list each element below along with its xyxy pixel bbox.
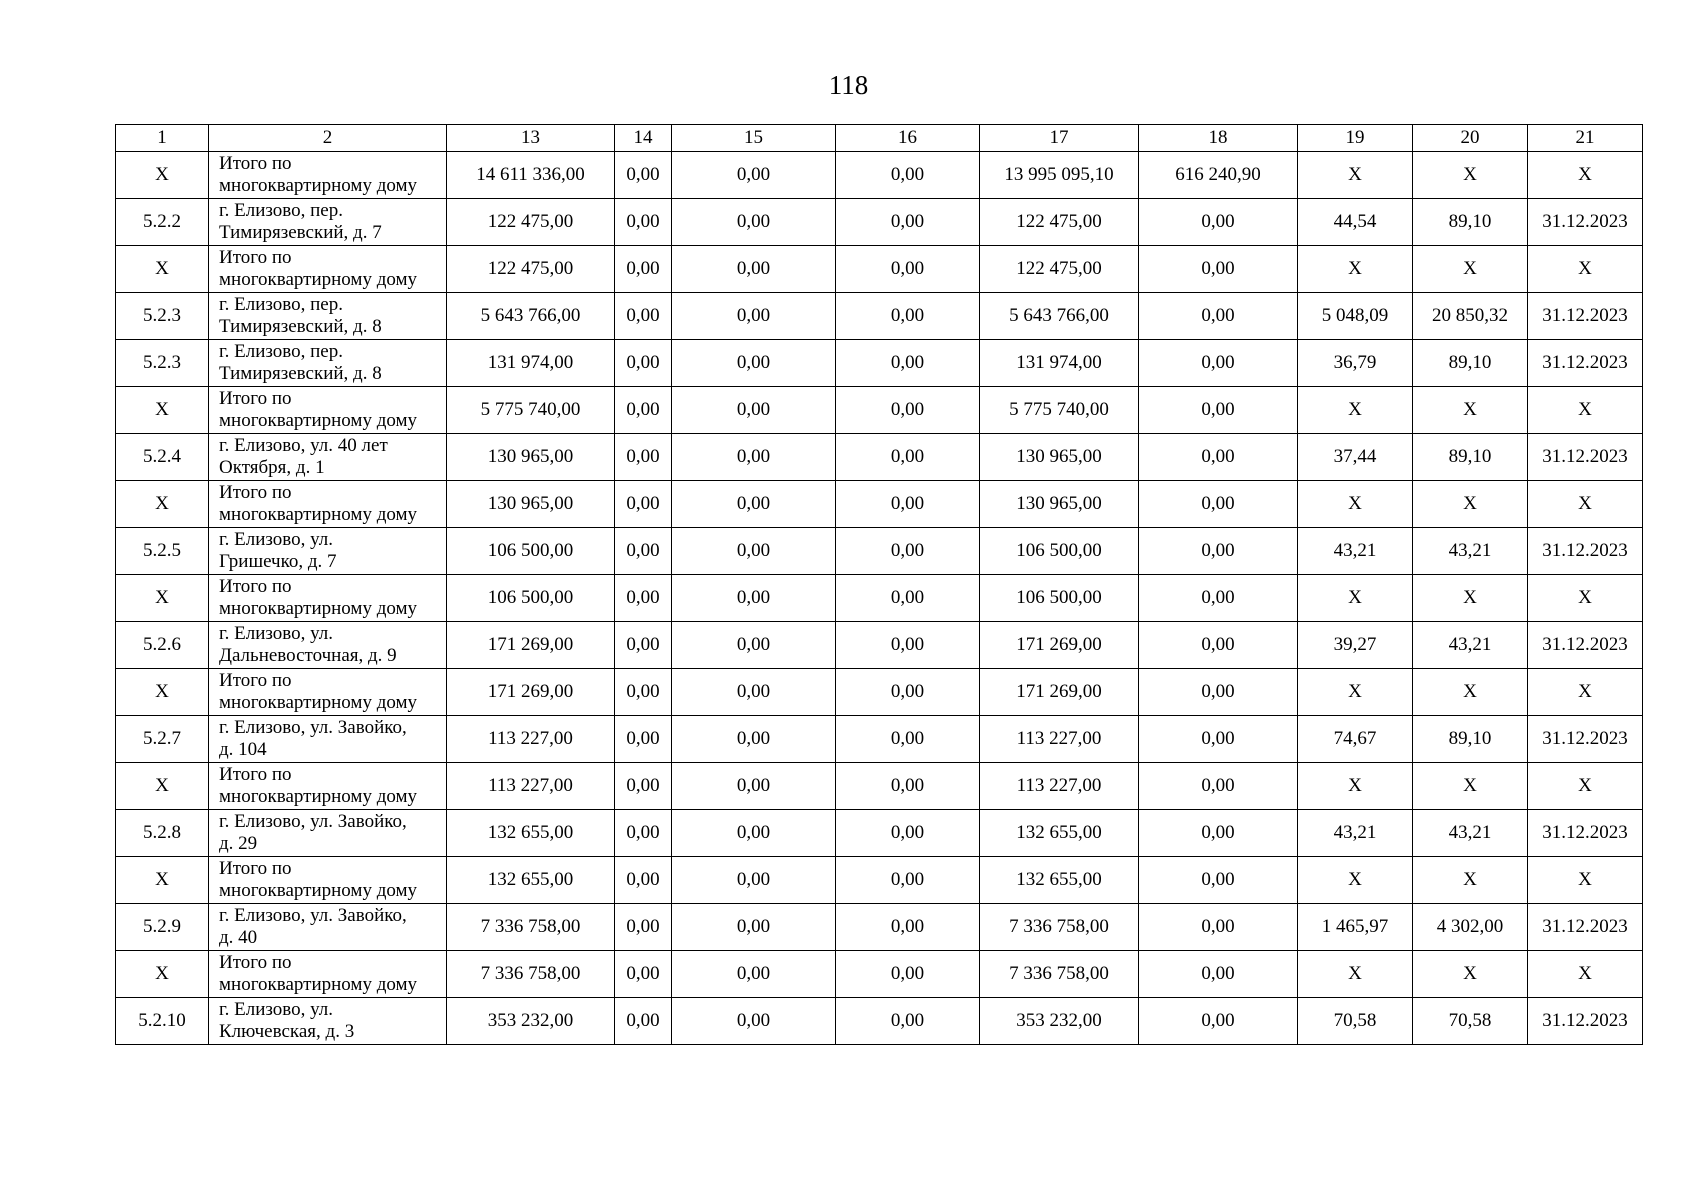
cell-number: 5.2.3 <box>116 293 209 340</box>
address-line: Итого по <box>219 858 292 879</box>
cell-col-18: 0,00 <box>1139 998 1298 1045</box>
table-row <box>116 340 1643 387</box>
cell-col-18: 0,00 <box>1139 481 1298 528</box>
address-line: г. Елизово, ул. <box>219 999 334 1020</box>
table-row <box>116 246 1643 293</box>
header-cell-col-19: 19 <box>1298 125 1413 152</box>
cell-col-14: 0,00 <box>615 481 672 528</box>
header-cell-col-17: 17 <box>980 125 1139 152</box>
cell-col-21: X <box>1528 575 1643 622</box>
address-line: Итого по <box>219 482 292 503</box>
cell-col-16: 0,00 <box>836 575 980 622</box>
cell-col-14: 0,00 <box>615 152 672 199</box>
cell-col-18: 0,00 <box>1139 293 1298 340</box>
header-cell-col-14: 14 <box>615 125 672 152</box>
table-row <box>116 622 1643 669</box>
table-row <box>116 481 1643 528</box>
cell-col-21: X <box>1528 951 1643 998</box>
table-row <box>116 810 1643 857</box>
cell-col-20: X <box>1413 669 1528 716</box>
cell-col-15: 0,00 <box>672 904 836 951</box>
cell-col-16: 0,00 <box>836 481 980 528</box>
cell-number: 5.2.7 <box>116 716 209 763</box>
cell-col-17: 5 775 740,00 <box>980 387 1139 434</box>
cell-col-13: 5 775 740,00 <box>447 387 615 434</box>
data-table <box>115 124 1643 1045</box>
cell-col-14: 0,00 <box>615 669 672 716</box>
address-line: Дальневосточная, д. 9 <box>219 645 397 666</box>
cell-col-14: 0,00 <box>615 998 672 1045</box>
cell-number: 5.2.2 <box>116 199 209 246</box>
cell-col-15: 0,00 <box>672 528 836 575</box>
cell-col-19: X <box>1298 669 1413 716</box>
cell-col-14: 0,00 <box>615 622 672 669</box>
cell-col-14: 0,00 <box>615 810 672 857</box>
cell-col-20: X <box>1413 763 1528 810</box>
cell-col-16: 0,00 <box>836 998 980 1045</box>
address-line: г. Елизово, ул. Завойко, <box>219 905 407 926</box>
cell-col-19: 43,21 <box>1298 810 1413 857</box>
cell-col-15: 0,00 <box>672 575 836 622</box>
cell-col-17: 113 227,00 <box>980 763 1139 810</box>
address-line: д. 104 <box>219 739 267 760</box>
cell-col-20: 70,58 <box>1413 998 1528 1045</box>
cell-number: X <box>116 152 209 199</box>
address-line: Итого по <box>219 153 292 174</box>
cell-col-14: 0,00 <box>615 293 672 340</box>
address-line: д. 29 <box>219 833 258 854</box>
cell-col-17: 106 500,00 <box>980 528 1139 575</box>
cell-col-21: X <box>1528 152 1643 199</box>
address-line: многоквартирному дому <box>219 269 418 290</box>
address-line: Тимирязевский, д. 8 <box>219 363 382 384</box>
cell-col-15: 0,00 <box>672 998 836 1045</box>
cell-col-21: 31.12.2023 <box>1528 434 1643 481</box>
cell-number: X <box>116 575 209 622</box>
cell-col-16: 0,00 <box>836 199 980 246</box>
cell-col-15: 0,00 <box>672 481 836 528</box>
cell-col-18: 0,00 <box>1139 575 1298 622</box>
cell-col-19: 43,21 <box>1298 528 1413 575</box>
cell-col-14: 0,00 <box>615 199 672 246</box>
address-line: г. Елизово, пер. <box>219 341 343 362</box>
cell-col-16: 0,00 <box>836 622 980 669</box>
cell-number: X <box>116 481 209 528</box>
cell-col-15: 0,00 <box>672 434 836 481</box>
cell-col-17: 7 336 758,00 <box>980 904 1139 951</box>
table-row <box>116 998 1643 1045</box>
cell-col-13: 130 965,00 <box>447 434 615 481</box>
cell-number: 5.2.9 <box>116 904 209 951</box>
cell-col-16: 0,00 <box>836 246 980 293</box>
cell-address <box>209 763 447 810</box>
cell-col-20: 20 850,32 <box>1413 293 1528 340</box>
cell-col-17: 5 643 766,00 <box>980 293 1139 340</box>
cell-col-20: 89,10 <box>1413 716 1528 763</box>
cell-col-21: 31.12.2023 <box>1528 199 1643 246</box>
cell-col-21: X <box>1528 669 1643 716</box>
table-row <box>116 763 1643 810</box>
cell-number: 5.2.5 <box>116 528 209 575</box>
cell-address <box>209 199 447 246</box>
cell-address <box>209 951 447 998</box>
cell-col-18: 0,00 <box>1139 763 1298 810</box>
cell-col-14: 0,00 <box>615 575 672 622</box>
cell-address <box>209 857 447 904</box>
cell-col-20: 89,10 <box>1413 434 1528 481</box>
cell-col-19: X <box>1298 246 1413 293</box>
cell-col-20: 43,21 <box>1413 622 1528 669</box>
cell-number: X <box>116 857 209 904</box>
cell-number: X <box>116 669 209 716</box>
table-row <box>116 575 1643 622</box>
cell-col-15: 0,00 <box>672 340 836 387</box>
cell-number: X <box>116 763 209 810</box>
cell-col-20: X <box>1413 951 1528 998</box>
cell-col-19: X <box>1298 387 1413 434</box>
table-row <box>116 434 1643 481</box>
cell-col-19: X <box>1298 951 1413 998</box>
address-line: многоквартирному дому <box>219 410 418 431</box>
cell-col-16: 0,00 <box>836 152 980 199</box>
table-row <box>116 857 1643 904</box>
cell-col-18: 0,00 <box>1139 904 1298 951</box>
cell-col-18: 0,00 <box>1139 340 1298 387</box>
cell-col-16: 0,00 <box>836 857 980 904</box>
cell-col-19: X <box>1298 481 1413 528</box>
cell-col-17: 132 655,00 <box>980 857 1139 904</box>
table-row <box>116 669 1643 716</box>
address-line: многоквартирному дому <box>219 175 418 196</box>
page-number: 118 <box>828 70 869 100</box>
cell-address <box>209 528 447 575</box>
cell-col-13: 113 227,00 <box>447 716 615 763</box>
address-line: многоквартирному дому <box>219 692 418 713</box>
cell-col-18: 0,00 <box>1139 387 1298 434</box>
cell-col-20: 4 302,00 <box>1413 904 1528 951</box>
cell-col-19: 39,27 <box>1298 622 1413 669</box>
table-row <box>116 387 1643 434</box>
cell-col-14: 0,00 <box>615 340 672 387</box>
cell-col-17: 122 475,00 <box>980 246 1139 293</box>
cell-address <box>209 152 447 199</box>
cell-col-16: 0,00 <box>836 293 980 340</box>
table-body <box>116 152 1643 1045</box>
table-row <box>116 152 1643 199</box>
address-line: Итого по <box>219 764 292 785</box>
cell-col-20: 89,10 <box>1413 199 1528 246</box>
cell-address <box>209 434 447 481</box>
cell-col-19: 5 048,09 <box>1298 293 1413 340</box>
cell-col-14: 0,00 <box>615 528 672 575</box>
cell-col-17: 131 974,00 <box>980 340 1139 387</box>
cell-col-19: 74,67 <box>1298 716 1413 763</box>
cell-col-15: 0,00 <box>672 622 836 669</box>
cell-col-13: 7 336 758,00 <box>447 951 615 998</box>
cell-col-14: 0,00 <box>615 716 672 763</box>
cell-address <box>209 481 447 528</box>
cell-col-15: 0,00 <box>672 246 836 293</box>
header-cell-col-1: 1 <box>116 125 209 152</box>
cell-col-17: 13 995 095,10 <box>980 152 1139 199</box>
cell-col-18: 0,00 <box>1139 857 1298 904</box>
header-cell-col-21: 21 <box>1528 125 1643 152</box>
address-line: г. Елизово, ул. 40 лет <box>219 435 388 456</box>
cell-col-20: X <box>1413 387 1528 434</box>
address-line: Итого по <box>219 670 292 691</box>
cell-col-16: 0,00 <box>836 340 980 387</box>
cell-col-18: 0,00 <box>1139 528 1298 575</box>
address-line: многоквартирному дому <box>219 786 418 807</box>
cell-col-21: 31.12.2023 <box>1528 293 1643 340</box>
cell-col-18: 0,00 <box>1139 434 1298 481</box>
cell-col-15: 0,00 <box>672 669 836 716</box>
cell-col-16: 0,00 <box>836 904 980 951</box>
address-line: Итого по <box>219 247 292 268</box>
address-line: Итого по <box>219 576 292 597</box>
cell-col-18: 616 240,90 <box>1139 152 1298 199</box>
cell-col-13: 131 974,00 <box>447 340 615 387</box>
cell-col-18: 0,00 <box>1139 810 1298 857</box>
address-line: Октября, д. 1 <box>219 457 325 478</box>
cell-col-20: X <box>1413 857 1528 904</box>
address-line: многоквартирному дому <box>219 504 418 525</box>
cell-col-15: 0,00 <box>672 763 836 810</box>
address-line: д. 40 <box>219 927 258 948</box>
cell-address <box>209 340 447 387</box>
cell-col-18: 0,00 <box>1139 951 1298 998</box>
table-row <box>116 528 1643 575</box>
cell-col-18: 0,00 <box>1139 622 1298 669</box>
cell-col-19: X <box>1298 152 1413 199</box>
address-line: Итого по <box>219 388 292 409</box>
cell-col-21: 31.12.2023 <box>1528 998 1643 1045</box>
cell-number: 5.2.10 <box>116 998 209 1045</box>
cell-col-13: 132 655,00 <box>447 857 615 904</box>
cell-col-19: X <box>1298 575 1413 622</box>
cell-number: 5.2.3 <box>116 340 209 387</box>
cell-address <box>209 716 447 763</box>
cell-number: X <box>116 246 209 293</box>
cell-number: 5.2.4 <box>116 434 209 481</box>
cell-col-13: 122 475,00 <box>447 246 615 293</box>
cell-col-17: 171 269,00 <box>980 669 1139 716</box>
header-cell-col-13: 13 <box>447 125 615 152</box>
address-line: Тимирязевский, д. 7 <box>219 222 382 243</box>
cell-col-17: 130 965,00 <box>980 481 1139 528</box>
cell-col-15: 0,00 <box>672 293 836 340</box>
address-line: Ключевская, д. 3 <box>219 1021 355 1042</box>
cell-col-19: 70,58 <box>1298 998 1413 1045</box>
cell-col-19: 36,79 <box>1298 340 1413 387</box>
address-line: г. Елизово, ул. Завойко, <box>219 811 407 832</box>
cell-col-15: 0,00 <box>672 810 836 857</box>
cell-col-14: 0,00 <box>615 246 672 293</box>
cell-col-18: 0,00 <box>1139 199 1298 246</box>
cell-col-15: 0,00 <box>672 152 836 199</box>
cell-number: X <box>116 387 209 434</box>
cell-address <box>209 669 447 716</box>
cell-col-21: X <box>1528 246 1643 293</box>
cell-col-19: 37,44 <box>1298 434 1413 481</box>
cell-col-20: X <box>1413 481 1528 528</box>
address-line: Гришечко, д. 7 <box>219 551 337 572</box>
cell-col-14: 0,00 <box>615 387 672 434</box>
cell-col-17: 353 232,00 <box>980 998 1139 1045</box>
cell-address <box>209 575 447 622</box>
cell-col-15: 0,00 <box>672 857 836 904</box>
cell-col-13: 130 965,00 <box>447 481 615 528</box>
cell-col-14: 0,00 <box>615 763 672 810</box>
table-header <box>116 125 1643 152</box>
cell-col-15: 0,00 <box>672 951 836 998</box>
cell-col-20: 43,21 <box>1413 528 1528 575</box>
header-cell-col-18: 18 <box>1139 125 1298 152</box>
cell-col-21: 31.12.2023 <box>1528 810 1643 857</box>
cell-col-13: 14 611 336,00 <box>447 152 615 199</box>
table-row <box>116 199 1643 246</box>
cell-col-16: 0,00 <box>836 528 980 575</box>
cell-col-15: 0,00 <box>672 716 836 763</box>
cell-col-17: 106 500,00 <box>980 575 1139 622</box>
cell-col-13: 353 232,00 <box>447 998 615 1045</box>
cell-col-21: X <box>1528 763 1643 810</box>
cell-address <box>209 622 447 669</box>
address-line: г. Елизово, ул. <box>219 529 334 550</box>
address-line: Тимирязевский, д. 8 <box>219 316 382 337</box>
cell-col-17: 132 655,00 <box>980 810 1139 857</box>
cell-col-13: 106 500,00 <box>447 575 615 622</box>
cell-col-21: 31.12.2023 <box>1528 528 1643 575</box>
cell-col-21: 31.12.2023 <box>1528 904 1643 951</box>
address-line: Итого по <box>219 952 292 973</box>
cell-col-13: 171 269,00 <box>447 669 615 716</box>
header-row <box>116 125 1643 152</box>
header-cell-col-20: 20 <box>1413 125 1528 152</box>
cell-address <box>209 387 447 434</box>
cell-col-18: 0,00 <box>1139 246 1298 293</box>
cell-col-16: 0,00 <box>836 434 980 481</box>
cell-col-19: 1 465,97 <box>1298 904 1413 951</box>
cell-address <box>209 293 447 340</box>
cell-col-20: 43,21 <box>1413 810 1528 857</box>
cell-address <box>209 810 447 857</box>
cell-col-15: 0,00 <box>672 387 836 434</box>
cell-col-20: X <box>1413 246 1528 293</box>
cell-col-13: 122 475,00 <box>447 199 615 246</box>
address-line: г. Елизово, ул. Завойко, <box>219 717 407 738</box>
cell-col-17: 130 965,00 <box>980 434 1139 481</box>
cell-col-13: 5 643 766,00 <box>447 293 615 340</box>
cell-col-16: 0,00 <box>836 669 980 716</box>
table-row <box>116 716 1643 763</box>
header-cell-col-16: 16 <box>836 125 980 152</box>
header-cell-col-2: 2 <box>209 125 447 152</box>
cell-number: X <box>116 951 209 998</box>
header-cell-col-15: 15 <box>672 125 836 152</box>
address-line: г. Елизово, ул. <box>219 623 334 644</box>
address-line: г. Елизово, пер. <box>219 294 343 315</box>
table-row <box>116 951 1643 998</box>
cell-col-17: 7 336 758,00 <box>980 951 1139 998</box>
cell-col-13: 132 655,00 <box>447 810 615 857</box>
cell-col-17: 171 269,00 <box>980 622 1139 669</box>
cell-col-16: 0,00 <box>836 763 980 810</box>
cell-col-16: 0,00 <box>836 387 980 434</box>
table-row <box>116 293 1643 340</box>
cell-col-21: 31.12.2023 <box>1528 622 1643 669</box>
address-line: г. Елизово, пер. <box>219 200 343 221</box>
cell-col-13: 7 336 758,00 <box>447 904 615 951</box>
cell-col-14: 0,00 <box>615 434 672 481</box>
cell-col-21: X <box>1528 481 1643 528</box>
cell-address <box>209 998 447 1045</box>
cell-address <box>209 904 447 951</box>
cell-number: 5.2.6 <box>116 622 209 669</box>
cell-col-19: 44,54 <box>1298 199 1413 246</box>
cell-col-21: X <box>1528 387 1643 434</box>
address-line: многоквартирному дому <box>219 880 418 901</box>
cell-col-14: 0,00 <box>615 857 672 904</box>
cell-col-17: 122 475,00 <box>980 199 1139 246</box>
cell-number: 5.2.8 <box>116 810 209 857</box>
cell-col-13: 106 500,00 <box>447 528 615 575</box>
cell-col-14: 0,00 <box>615 904 672 951</box>
cell-col-21: 31.12.2023 <box>1528 340 1643 387</box>
address-line: многоквартирному дому <box>219 598 418 619</box>
cell-col-13: 171 269,00 <box>447 622 615 669</box>
cell-col-16: 0,00 <box>836 951 980 998</box>
cell-col-16: 0,00 <box>836 810 980 857</box>
cell-col-20: X <box>1413 575 1528 622</box>
cell-col-18: 0,00 <box>1139 716 1298 763</box>
table-row <box>116 904 1643 951</box>
cell-col-19: X <box>1298 857 1413 904</box>
cell-col-15: 0,00 <box>672 199 836 246</box>
cell-col-21: 31.12.2023 <box>1528 716 1643 763</box>
cell-col-21: X <box>1528 857 1643 904</box>
cell-col-20: X <box>1413 152 1528 199</box>
cell-address <box>209 246 447 293</box>
cell-col-16: 0,00 <box>836 716 980 763</box>
cell-col-17: 113 227,00 <box>980 716 1139 763</box>
cell-col-19: X <box>1298 763 1413 810</box>
cell-col-20: 89,10 <box>1413 340 1528 387</box>
address-line: многоквартирному дому <box>219 974 418 995</box>
cell-col-14: 0,00 <box>615 951 672 998</box>
cell-col-18: 0,00 <box>1139 669 1298 716</box>
cell-col-13: 113 227,00 <box>447 763 615 810</box>
